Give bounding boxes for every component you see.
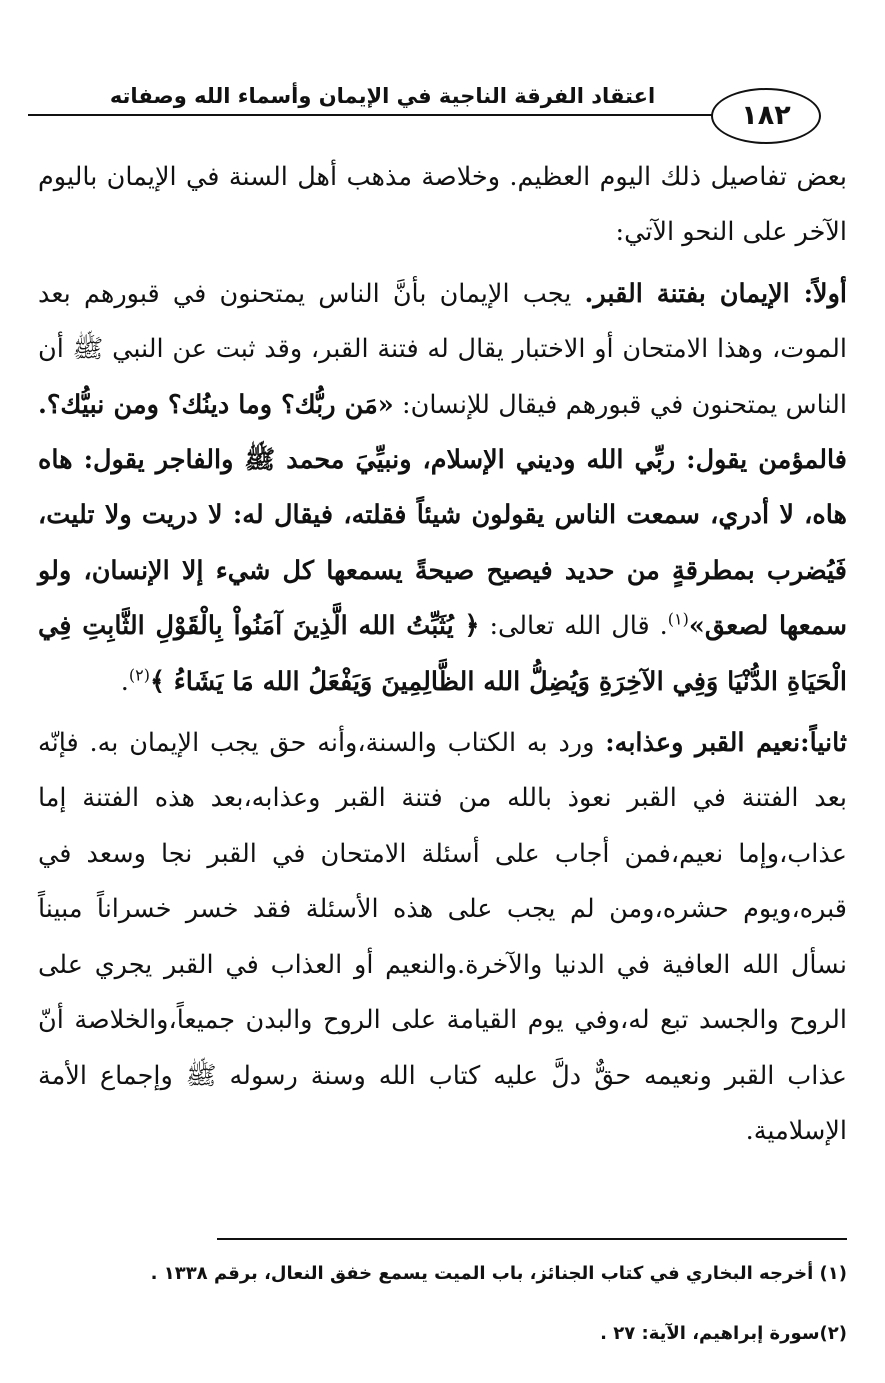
footnote-2: (٢)سورة إبراهيم، الآية: ٢٧ . — [600, 1323, 847, 1344]
paragraph-text: ورد به الكتاب والسنة،وأنه حق يجب الإيمان به. فإنّه بعد الفتنة في القبر نعوذ بالله من فتنة القبر وعذابه،بعد هذه الفتنة إما عذاب،وإما نعيم،فمن أجاب على أسئلة الامتحان في القبر نجا وسعد في قبره،ويوم حشره،ومن لم يجب على هذه الأسئلة فقد خسر خسراناً مبيناً نسأل الله العافية في الدنيا والآخرة.والنعيم أو العذاب في القبر يجري على الروح والجسد تبع له،وفي يوم القيامة على الروح والبدن جميعاً،والخلاصة أنّ عذاب القبر ونعيمه حقٌّ دلَّ عليه كتاب الله وسنة رسوله ﷺ وإجماع الأمة الإسلامية. — [38, 728, 847, 1146]
header-rule — [28, 114, 757, 116]
paragraph-text: يجب الإيمان بأنَّ الناس يمتحنون في قبورهم بعد الموت، وهذا الامتحان أو الاختبار يقال له فتنة القبر، وقد ثبت عن النبي ﷺ أن الناس يمتحنون في قبورهم فيقال للإنسان: — [38, 278, 847, 420]
main-text — [38, 150, 847, 1159]
hadith-quote: «مَن ربُّك؟ وما دينُك؟ ومن نبيُّك؟. فالمؤمن يقول: ربِّي الله وديني الإسلام، ونبيِّيَ محمد ﷺ والفاجر يقول: هاه هاه، لا أدري، سمعت الناس يقولون شيئاً فقلته، فيقال له: لا دريت ولا تليت، فَيُضرب بمطرقةٍ من حديد فيصيح صيحةً يسمعها كل شيء إلا الإنسان، ولو سمعها لصعق» — [38, 389, 847, 642]
footnote-1: (١) أخرجه البخاري في كتاب الجنائز، باب الميت يسمع خفق النعال، برقم ١٣٣٨ . — [150, 1263, 847, 1284]
footnote-ref-2: (٢) — [128, 665, 150, 685]
running-header: اعتقاد الفرقة الناجية في الإيمان وأسماء الله وصفاته — [109, 84, 656, 108]
paragraph-text: . — [120, 666, 129, 697]
paragraph-grave-trial — [38, 267, 847, 710]
paragraph-text: . قال الله تعالى: — [479, 611, 668, 642]
section-heading-second: ثانياً:نعيم القبر وعذابه: — [605, 728, 847, 759]
quran-verse: ﴿ يُثَبِّتُ الله الَّذِينَ آمَنُواْ بِالْقَوْلِ الثَّابِتِ فِي الْحَيَاةِ الدُّنْيَا وَفِي الآخِرَةِ وَيُضِلُّ الله الظَّالِمِينَ وَيَفْعَلُ الله مَا يَشَاءُ ﴾ — [38, 611, 847, 697]
paragraph-grave-bliss — [38, 716, 847, 1159]
footnote-rule — [217, 1238, 847, 1240]
footnote-ref-1: (١) — [667, 609, 689, 629]
paragraph-intro: بعض تفاصيل ذلك اليوم العظيم. وخلاصة مذهب أهل السنة في الإيمان باليوم الآخر على النحو الآتي: — [38, 162, 847, 248]
page-number: ١٨٢ — [711, 88, 821, 144]
section-heading-first: أولاً: الإيمان بفتنة القبر. — [584, 278, 848, 309]
footnotes — [38, 1244, 847, 1364]
